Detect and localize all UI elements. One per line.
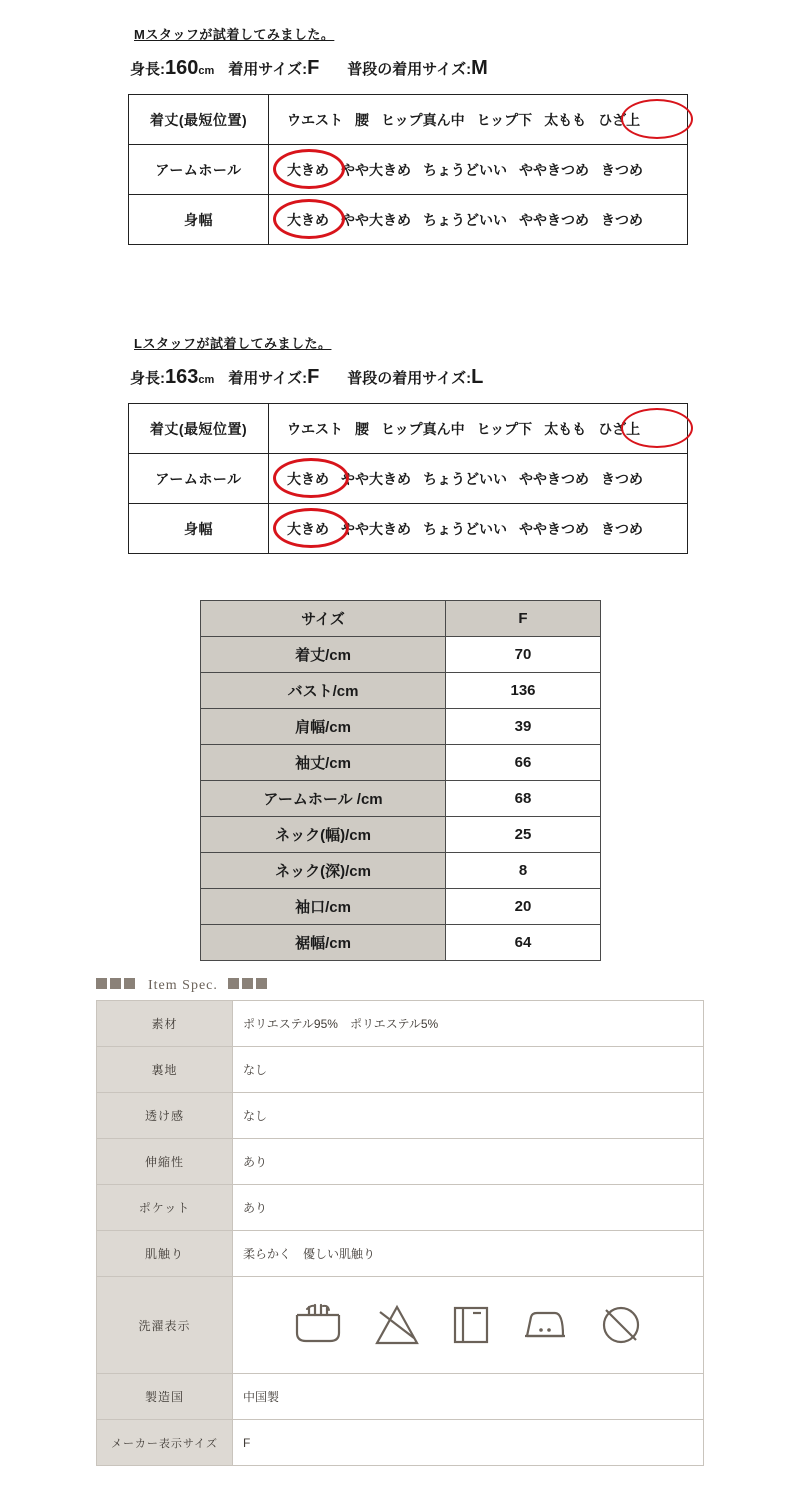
- item-spec-title: Item Spec.: [148, 978, 218, 993]
- staff-fit-section-l: [128, 333, 688, 554]
- table-row: [129, 454, 688, 504]
- table-row: [129, 95, 688, 145]
- fit-option[interactable]: ややきつめ: [519, 161, 589, 178]
- spec-value: F: [233, 1420, 704, 1466]
- table-row: [97, 1277, 704, 1374]
- spec-key: 肌触り: [97, 1231, 233, 1277]
- spec-value: なし: [233, 1047, 704, 1093]
- worn-size-label: 着用サイズ:: [228, 370, 308, 387]
- fit-option[interactable]: ヒップ真ん中: [381, 111, 465, 128]
- worn-size-value: F: [307, 366, 320, 388]
- item-spec-table: [96, 1000, 704, 1466]
- fit-row-label: 身幅: [129, 195, 269, 245]
- staff-heading: Mスタッフが試着してみました。: [134, 27, 335, 42]
- fit-option[interactable]: ちょうどいい: [423, 211, 507, 228]
- no-bleach-icon: [373, 1303, 421, 1347]
- staff-meta: [130, 57, 688, 80]
- fit-option[interactable]: 腰: [355, 111, 369, 128]
- fit-option[interactable]: ややきつめ: [519, 520, 589, 537]
- fit-option[interactable]: 太もも: [544, 111, 587, 128]
- spec-value: ポリエステル95% ポリエステル5%: [233, 1001, 704, 1047]
- table-row: [129, 504, 688, 554]
- fit-option[interactable]: やや大きめ: [341, 470, 411, 487]
- table-row: [201, 853, 601, 889]
- size-row-label: 裾幅/cm: [201, 925, 446, 961]
- table-row: [129, 145, 688, 195]
- fit-option[interactable]: ヒップ真ん中: [381, 420, 465, 437]
- fit-option[interactable]: ちょうどいい: [423, 520, 507, 537]
- fit-row-label: アームホール: [129, 145, 269, 195]
- size-row-value: 25: [446, 817, 601, 853]
- fit-option[interactable]: きつめ: [601, 520, 643, 537]
- size-row-value: 66: [446, 745, 601, 781]
- table-row: [201, 889, 601, 925]
- size-chart-header-size: F: [446, 601, 601, 637]
- size-row-label: バスト/cm: [201, 673, 446, 709]
- spec-key: ポケット: [97, 1185, 233, 1231]
- fit-option[interactable]: きつめ: [601, 211, 643, 228]
- fit-option[interactable]: ややきつめ: [519, 470, 589, 487]
- fit-option-selected[interactable]: 大きめ: [287, 470, 329, 487]
- fit-option[interactable]: 太もも: [544, 420, 587, 437]
- fit-table: [128, 94, 688, 245]
- fit-option[interactable]: やや大きめ: [341, 161, 411, 178]
- table-row: [201, 637, 601, 673]
- size-row-value: 64: [446, 925, 601, 961]
- tumble-dry-hang-icon: [451, 1303, 491, 1347]
- size-chart: [200, 600, 601, 961]
- fit-row-options: [269, 454, 688, 504]
- table-row: [201, 781, 601, 817]
- spec-key: 裏地: [97, 1047, 233, 1093]
- size-chart-table: [200, 600, 601, 961]
- spec-value: あり: [233, 1139, 704, 1185]
- hand-wash-icon: [293, 1303, 343, 1347]
- size-row-label: 着丈/cm: [201, 637, 446, 673]
- fit-option[interactable]: きつめ: [601, 470, 643, 487]
- size-row-label: アームホール /cm: [201, 781, 446, 817]
- fit-option[interactable]: ひざ上: [598, 420, 641, 437]
- fit-row-label: アームホール: [129, 454, 269, 504]
- size-row-label: 肩幅/cm: [201, 709, 446, 745]
- size-row-label: ネック(幅)/cm: [201, 817, 446, 853]
- height-unit: cm: [198, 65, 215, 77]
- fit-option[interactable]: やや大きめ: [341, 520, 411, 537]
- fit-option[interactable]: ちょうどいい: [423, 470, 507, 487]
- spec-key: メーカー表示サイズ: [97, 1420, 233, 1466]
- table-row: [97, 1001, 704, 1047]
- fit-row-label: 身幅: [129, 504, 269, 554]
- usual-size-label: 普段の着用サイズ:: [347, 370, 472, 387]
- spec-key: 伸縮性: [97, 1139, 233, 1185]
- fit-option[interactable]: ウエスト: [287, 420, 343, 437]
- height-unit: cm: [198, 374, 215, 386]
- table-row: [97, 1139, 704, 1185]
- fit-option[interactable]: きつめ: [601, 161, 643, 178]
- height-label: 身長:: [130, 370, 165, 387]
- size-row-value: 8: [446, 853, 601, 889]
- height-label: 身長:: [130, 61, 165, 78]
- spec-value: 中国製: [233, 1374, 704, 1420]
- table-row: [97, 1047, 704, 1093]
- fit-option[interactable]: ウエスト: [287, 111, 343, 128]
- spec-key: 透け感: [97, 1093, 233, 1139]
- care-symbols-cell: [233, 1277, 704, 1374]
- table-row: [97, 1420, 704, 1466]
- spec-key: 洗濯表示: [97, 1277, 233, 1374]
- table-row: [201, 745, 601, 781]
- fit-option-selected[interactable]: 大きめ: [287, 161, 329, 178]
- size-row-value: 136: [446, 673, 601, 709]
- size-row-label: ネック(深)/cm: [201, 853, 446, 889]
- fit-row-label: 着丈(最短位置): [129, 404, 269, 454]
- table-row: [129, 404, 688, 454]
- fit-option[interactable]: ひざ上: [598, 111, 641, 128]
- table-row: [97, 1093, 704, 1139]
- spec-value: あり: [233, 1185, 704, 1231]
- item-spec-table-wrap: [96, 1000, 704, 1466]
- height-value: 160: [165, 57, 199, 79]
- table-row: [97, 1231, 704, 1277]
- usual-size-label: 普段の着用サイズ:: [347, 61, 472, 78]
- fit-row-options: [269, 504, 688, 554]
- staff-heading: Lスタッフが試着してみました。: [134, 336, 332, 351]
- item-spec-title-row: [96, 978, 270, 994]
- fit-row-options: [269, 195, 688, 245]
- table-row: [201, 925, 601, 961]
- table-row: [201, 817, 601, 853]
- table-row: [201, 601, 601, 637]
- fit-option-selected[interactable]: 大きめ: [287, 520, 329, 537]
- spec-key: 製造国: [97, 1374, 233, 1420]
- square-ornament-icon: [96, 978, 138, 994]
- staff-meta: [130, 366, 688, 389]
- worn-size-label: 着用サイズ:: [228, 61, 308, 78]
- table-row: [129, 195, 688, 245]
- fit-row-options: [269, 95, 688, 145]
- fit-option[interactable]: 腰: [355, 420, 369, 437]
- worn-size-value: F: [307, 57, 320, 79]
- table-row: [201, 673, 601, 709]
- table-row: [97, 1185, 704, 1231]
- spec-value: なし: [233, 1093, 704, 1139]
- iron-low-icon: [521, 1305, 569, 1345]
- fit-option-selected[interactable]: ヒップ下: [476, 111, 533, 128]
- size-row-value: 70: [446, 637, 601, 673]
- care-symbols: [233, 1277, 703, 1373]
- height-value: 163: [165, 366, 199, 388]
- fit-row-label: 着丈(最短位置): [129, 95, 269, 145]
- spec-key: 素材: [97, 1001, 233, 1047]
- staff-fit-section-m: [128, 24, 688, 245]
- fit-option[interactable]: ややきつめ: [519, 211, 589, 228]
- size-row-value: 39: [446, 709, 601, 745]
- size-chart-header-label: サイズ: [201, 601, 446, 637]
- spec-value: 柔らかく 優しい肌触り: [233, 1231, 704, 1277]
- table-row: [201, 709, 601, 745]
- fit-table: [128, 403, 688, 554]
- size-row-label: 袖口/cm: [201, 889, 446, 925]
- fit-row-options: [269, 145, 688, 195]
- usual-size-value: M: [471, 57, 488, 79]
- no-dry-clean-icon: [599, 1303, 643, 1347]
- table-row: [97, 1374, 704, 1420]
- fit-option[interactable]: ちょうどいい: [423, 161, 507, 178]
- size-row-value: 20: [446, 889, 601, 925]
- fit-option-selected[interactable]: 大きめ: [287, 211, 329, 228]
- fit-option[interactable]: やや大きめ: [341, 211, 411, 228]
- fit-row-options: [269, 404, 688, 454]
- usual-size-value: L: [471, 366, 484, 388]
- square-ornament-icon: [228, 978, 270, 994]
- fit-option-selected[interactable]: ヒップ下: [476, 420, 533, 437]
- size-row-value: 68: [446, 781, 601, 817]
- size-row-label: 袖丈/cm: [201, 745, 446, 781]
